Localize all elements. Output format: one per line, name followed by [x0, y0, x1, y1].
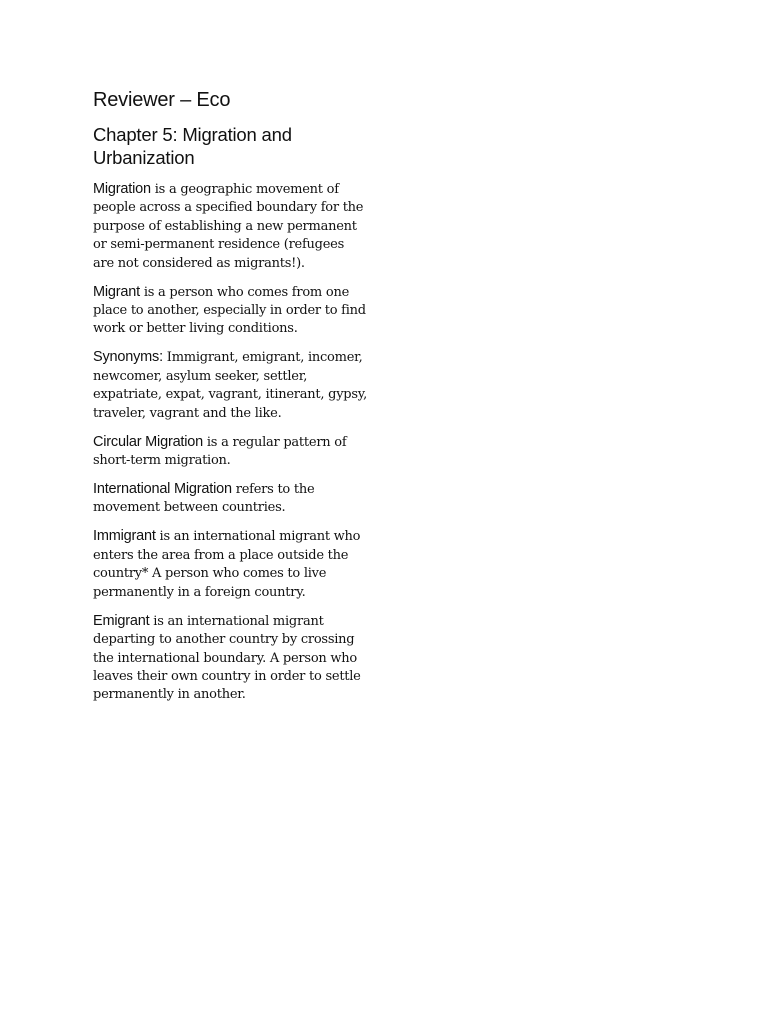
- chapter-title: Chapter 5: Migration and Urbanization: [93, 124, 292, 168]
- term-label: Migrant: [93, 283, 140, 300]
- definition-text: refers to the movement between countries.: [93, 482, 315, 516]
- definition-text: is an international migrant who enters the area from a place outside the country* A person who comes to live permanently in a foreign country.: [93, 529, 361, 600]
- term-label: Synonyms:: [93, 349, 163, 366]
- term-label: Emigrant: [93, 612, 150, 629]
- definition-text: Immigrant, emigrant, incomer, newcomer, asylum seeker, settler, expatriate, expat, vagrant, itinerant, gypsy, traveler, vagrant and the like.: [93, 350, 368, 421]
- definition-text: is a geographic movement of people across a specified boundary for the purpose of establishing a new permanent or semi-permanent residence (refugees are not considered as migrants!).: [93, 182, 364, 271]
- term-label: International Migration: [93, 481, 232, 498]
- definition-migrant: [93, 283, 368, 339]
- definition-migration: [93, 180, 368, 273]
- definition-synonyms: [93, 348, 368, 423]
- definition-text: is a regular pattern of short-term migration.: [93, 434, 347, 469]
- term-label: Circular Migration: [93, 433, 204, 450]
- definition-emigrant: [93, 612, 368, 705]
- definition-international-migration: [93, 480, 368, 518]
- definition-circular-migration: [93, 433, 368, 471]
- definition-text: is a person who comes from one place to another, especially in order to find work or better living conditions.: [93, 284, 366, 337]
- term-label: Immigrant: [93, 528, 156, 545]
- document-page: [93, 86, 368, 714]
- definition-immigrant: [93, 527, 368, 602]
- term-label: Migration: [93, 181, 151, 197]
- definition-text: is an international migrant departing to another country by crossing the international boundary. A person who leaves their own country in order to settle permanently in another.: [93, 613, 361, 703]
- document-title: Reviewer – Eco: [93, 89, 231, 111]
